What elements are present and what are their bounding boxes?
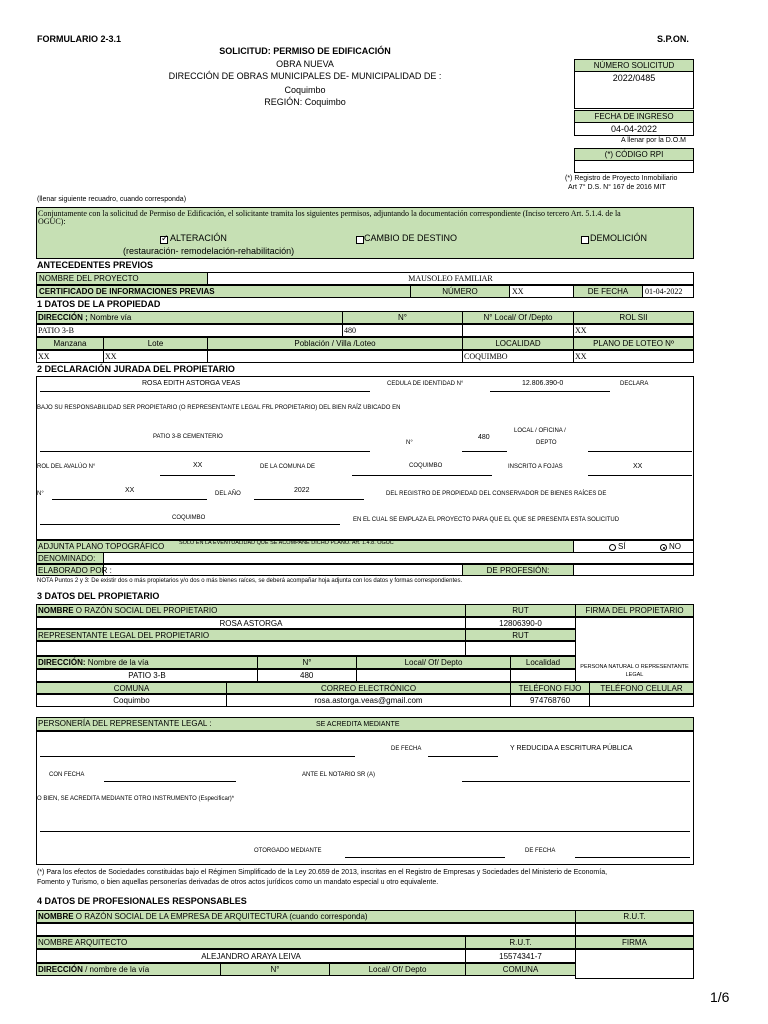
- decl-fojas-label: INSCRITO A FOJAS: [508, 464, 563, 470]
- prop-poblacion-label: Población / Villa /Loteo: [294, 339, 376, 348]
- profesionales-title: 4 DATOS DE PROFESIONALES RESPONSABLES: [37, 896, 247, 906]
- decl-cedula-line[interactable]: [490, 391, 610, 392]
- prof-firma-header: [575, 936, 694, 949]
- prop3-local-field[interactable]: [356, 669, 511, 682]
- prop3-persona-2: LEGAL: [625, 672, 644, 678]
- prop3-correo-header: [226, 682, 511, 694]
- prof-arquitecto-label: NOMBRE ARQUITECTO: [38, 938, 128, 947]
- personeria-instrumento-line[interactable]: [40, 831, 690, 832]
- personeria-notario: ANTE EL NOTARIO SR (A): [302, 772, 376, 778]
- prof-local-label: Local/ Of/ Depto: [368, 965, 427, 974]
- prof-arquitecto-field[interactable]: [36, 949, 466, 963]
- prop-localidad-header: [462, 337, 574, 350]
- plano-si-label: SÍ: [618, 542, 626, 551]
- rpi-note-1: (*) Registro de Proyecto Inmobiliario: [565, 175, 678, 182]
- prof-firma-field[interactable]: [575, 949, 694, 979]
- prop3-tel-fijo-field[interactable]: [510, 694, 590, 707]
- decl-conservador-line[interactable]: [40, 524, 340, 525]
- permisos-intro: Conjuntamente con la solicitud de Permiso de Edificación, el solicitante tramita los siguientes permisos, adjuntando la documentación correspondiente (Inciso tercero Art. 5.1.4. de la OGUC):: [38, 209, 621, 226]
- prop3-comuna-header: [36, 682, 227, 694]
- decl-direccion-value: PATIO 3-B CEMENTERIO: [153, 434, 223, 440]
- personeria-nota-2: Fomento y Turismo, o bien aquellas personerías derivadas de otros actos jurídicos como un mandato especial u otro equivalente.: [37, 879, 439, 886]
- prop-local-field[interactable]: [462, 324, 574, 337]
- cip-fecha-field[interactable]: [642, 285, 694, 298]
- permisos-hint: (llenar siguiente recuadro, cuando corresponda): [37, 196, 187, 203]
- check-icon: ✓: [161, 233, 169, 243]
- decl-cedula-value: 12.806.390-0: [522, 380, 564, 387]
- personeria-o-bien: O BIEN, SE ACREDITA MEDIANTE OTRO INSTRUMENTO (Especificar)*: [37, 796, 235, 802]
- antecedentes-title: ANTECEDENTES PREVIOS: [37, 260, 154, 270]
- declaracion-title: 2 DECLARACIÓN JURADA DEL PROPIETARIO: [37, 364, 235, 374]
- decl-cedula-label: CEDULA DE IDENTIDAD N°: [387, 381, 464, 387]
- prop-numero-value: 480: [344, 326, 356, 335]
- numero-solicitud-label: NÚMERO SOLICITUD: [593, 61, 675, 70]
- prop3-local-label: Local/ Of/ Depto: [404, 658, 463, 667]
- decl-anio-label: DEL AÑO: [215, 491, 241, 497]
- nombre-proyecto-field[interactable]: [207, 272, 694, 285]
- personeria-de-fecha: DE FECHA: [391, 746, 422, 752]
- prof-empresa-label: NOMBRE O RAZÓN SOCIAL DE LA EMPRESA DE ARQUITECTURA (cuando corresponda): [38, 912, 368, 921]
- decl-nota: NOTA Puntos 2 y 3: De existir dos o más propietarios y/o dos o más bienes raíces, se deberá acompañar hoja adjunta con los datos y formas correspondientes.: [37, 578, 463, 584]
- prop-lote-label: Lote: [147, 339, 164, 348]
- prop-manzana-field[interactable]: [36, 350, 104, 363]
- page-number: 1/6: [710, 989, 730, 1005]
- prop3-nombre-field[interactable]: [36, 617, 466, 629]
- decl-profesion-label-cell: [462, 564, 574, 576]
- prop-manzana-value: XX: [38, 352, 50, 361]
- decl-fojas-value: XX: [633, 463, 643, 470]
- nombre-proyecto-label: NOMBRE DEL PROYECTO: [39, 274, 139, 283]
- decl-nombre-value: ROSA EDITH ASTORGA VEAS: [142, 380, 241, 387]
- prof-arq-rut-header: [465, 936, 576, 949]
- decl-anio-line[interactable]: [254, 499, 364, 500]
- personeria-con-fecha: CON FECHA: [49, 772, 85, 778]
- prop-localidad-value: COQUIMBO: [464, 352, 508, 361]
- prop3-persona-1: PERSONA NATURAL O REPRESENTANTE: [580, 664, 689, 670]
- prop3-rep-field[interactable]: [36, 641, 466, 656]
- prop-via-field[interactable]: [36, 324, 343, 337]
- decl-local-label-2: DEPTO: [536, 440, 557, 446]
- prop3-via-value: PATIO 3-B: [128, 671, 166, 680]
- prop-via-value: PATIO 3-B: [38, 326, 74, 335]
- cip-numero-label-cell: [410, 285, 510, 298]
- prof-empresa-header: [36, 910, 576, 923]
- decl-local-line[interactable]: [588, 451, 692, 452]
- cip-numero-field[interactable]: [509, 285, 574, 298]
- decl-profesion-field[interactable]: [573, 564, 694, 576]
- personeria-fecha2-line[interactable]: [575, 857, 690, 858]
- prof-empresa-field[interactable]: [36, 923, 576, 936]
- decl-elaborado-label-cell: [36, 564, 112, 576]
- personeria-nota-1: (*) Para los efectos de Sociedades constituidas bajo el Régimen Simplificado de la Ley 20.659 de 2013, inscritas en el Registro de Empresas y Sociedades del Ministerio de Economía,: [37, 869, 608, 876]
- prop3-dir-label: DIRECCIÓN: Nombre de la vía: [38, 658, 149, 667]
- decl-rol-value: XX: [193, 462, 203, 469]
- decl-denominado-label-cell: [36, 552, 104, 564]
- prop-poblacion-header: [207, 337, 463, 350]
- propietario-title: 3 DATOS DEL PROPIETARIO: [37, 591, 160, 601]
- personeria-acredita-line[interactable]: [40, 756, 355, 757]
- prof-firma-label: FIRMA: [622, 938, 647, 947]
- decl-rol-line[interactable]: [160, 475, 235, 476]
- prof-arquitecto-header: [36, 936, 466, 949]
- decl-denominado-label: DENOMINADO:: [38, 554, 96, 563]
- decl-n2-line[interactable]: [52, 499, 207, 500]
- prop3-rep-rut-header: [465, 629, 576, 641]
- cip-numero-label: NÚMERO: [442, 287, 478, 296]
- prof-arquitecto-value: ALEJANDRO ARAYA LEIVA: [201, 952, 301, 961]
- personeria-fecha-line[interactable]: [428, 756, 498, 757]
- prop-manzana-header: [36, 337, 104, 350]
- prop3-tel-cel-field[interactable]: [589, 694, 694, 707]
- prop3-rep-rut-field[interactable]: [465, 641, 576, 656]
- prof-local-header: [329, 963, 466, 976]
- permisos-box: [36, 207, 694, 259]
- prop3-nombre-label: NOMBRE O RAZÓN SOCIAL DEL PROPIETARIO: [38, 606, 218, 615]
- prop-numero-field[interactable]: [342, 324, 463, 337]
- decl-comuna-line[interactable]: [352, 475, 492, 476]
- prop3-n-header: [257, 656, 357, 669]
- prop3-numero-field[interactable]: [257, 669, 357, 682]
- form-subtitle: OBRA NUEVA: [276, 59, 334, 69]
- prop3-nombre-value: ROSA ASTORGA: [219, 619, 283, 628]
- nombre-proyecto-label-cell: [36, 272, 208, 285]
- rpi-note-2: Art 7° D.S. N° 167 de 2016 MIT: [568, 184, 666, 191]
- decl-rol-label: ROL DEL AVALÚO N°: [37, 464, 96, 470]
- decl-numero-value: 480: [478, 434, 490, 441]
- decl-n2-label: N°: [37, 491, 44, 497]
- prof-n-header: [220, 963, 330, 976]
- cip-fecha-value: 01-04-2022: [645, 287, 683, 296]
- prop-localidad-label: LOCALIDAD: [495, 339, 541, 348]
- numero-solicitud-field[interactable]: [574, 71, 694, 109]
- decl-comuna-label: DE LA COMUNA DE: [260, 464, 316, 470]
- prof-arq-rut-field[interactable]: [465, 949, 576, 963]
- prop-manzana-label: Manzana: [53, 339, 87, 348]
- cip-numero-value: XX: [512, 287, 524, 296]
- prop-direccion-header: [36, 311, 343, 324]
- prof-arq-rut-value: 15574341-7: [499, 952, 542, 961]
- prop3-rut-field[interactable]: [465, 617, 576, 629]
- prop3-dir-header: [36, 656, 258, 669]
- fecha-ingreso-value: 04-04-2022: [610, 124, 658, 134]
- prop3-n-label: N°: [302, 658, 312, 667]
- prof-comuna-label: COMUNA: [502, 965, 539, 974]
- decl-fojas-line[interactable]: [588, 475, 692, 476]
- cambio-destino-label: CAMBIO DE DESTINO: [364, 233, 458, 243]
- decl-comuna-value: COQUIMBO: [409, 463, 443, 469]
- prop-plano-label: PLANO DE LOTEO Nº: [593, 339, 674, 348]
- prop3-rut-header: [465, 604, 576, 617]
- prop-rol-label: ROL SII: [619, 313, 648, 322]
- nombre-proyecto-value: MAUSOLEO FAMILIAR: [408, 274, 493, 283]
- alteracion-label: ALTERACIÓN: [170, 233, 227, 243]
- fecha-ingreso-field[interactable]: [574, 122, 694, 136]
- decl-n2-value: XX: [125, 487, 135, 494]
- decl-bajo: BAJO SU RESPONSABILIDAD SER PROPIETARIO (O REPRESENTANTE LEGAL FRL PROPIETARIO) DEL BIEN RAÍZ UBICADO EN: [37, 405, 401, 411]
- prof-arq-rut-label: R.U.T.: [509, 938, 532, 947]
- decl-local-label-1: LOCAL / OFICINA /: [514, 428, 566, 434]
- prop3-correo-value: rosa.astorga.veas@gmail.com: [314, 696, 423, 705]
- decl-conservador-value: COQUIMBO: [172, 515, 206, 521]
- decl-plano-note: SOLO EN LA EVENTUALIDAD QUE SE ACOMPAÑE DICHO PLANO. Art. 1.4.8. OGUC: [179, 540, 394, 546]
- decl-denominado-field[interactable]: [103, 552, 694, 564]
- prop3-firma-field[interactable]: [575, 617, 694, 682]
- prop3-local-header: [356, 656, 511, 669]
- spon-label: S.P.ON.: [657, 34, 689, 44]
- decl-anio-value: 2022: [294, 487, 310, 494]
- region: REGIÓN: Coquimbo: [264, 97, 346, 107]
- prop3-rut-label: RUT: [512, 606, 529, 615]
- numero-solicitud-value: 2022/0485: [612, 73, 656, 83]
- prof-rut-label: R.U.T.: [623, 912, 646, 921]
- decl-plano-label: ADJUNTA PLANO TOPOGRÁFICO: [38, 542, 165, 551]
- prof-comuna-header: [465, 963, 576, 976]
- prop3-nombre-header: [36, 604, 466, 617]
- decl-emplaza: EN EL CUAL SE EMPLAZA EL PROYECTO PARA QUE EL QUE SE PRESENTA ESTA SOLICITUD: [353, 517, 620, 523]
- prop3-rep-rut-label: RUT: [512, 631, 529, 640]
- prop-plano-value: XX: [575, 352, 587, 361]
- personeria-acredita: SE ACREDITA MEDIANTE: [316, 721, 400, 728]
- prop3-comuna-label: COMUNA: [113, 684, 150, 693]
- decl-elaborado-field[interactable]: [103, 564, 463, 576]
- prop3-tel-cel-label: TELÉFONO CELULAR: [600, 684, 683, 693]
- decl-declara: DECLARA: [620, 381, 649, 387]
- decl-direccion-line[interactable]: [40, 451, 370, 452]
- form-title: SOLICITUD: PERMISO DE EDIFICACIÓN: [219, 46, 391, 56]
- prop3-rut-value: 12806390-0: [499, 619, 542, 628]
- prop3-rep-label: REPRESENTANTE LEGAL DEL PROPIETARIO: [38, 631, 210, 640]
- prop-rol-value: XX: [575, 326, 587, 335]
- prop3-numero-value: 480: [300, 671, 314, 680]
- prop3-localidad-header: [510, 656, 576, 669]
- prop3-tel-cel-header: [589, 682, 694, 694]
- prop-n-header: [342, 311, 463, 324]
- prop-lote-field[interactable]: [103, 350, 208, 363]
- prop-rol-header: [573, 311, 694, 324]
- radio-dot-icon: [663, 547, 665, 549]
- form-code: FORMULARIO 2-3.1: [37, 34, 122, 44]
- prof-n-label: N°: [270, 965, 280, 974]
- decl-n-label: N°: [406, 440, 413, 446]
- declaracion-box: [36, 376, 694, 540]
- personeria-de-fecha-2: DE FECHA: [525, 848, 556, 854]
- prop-lote-value: XX: [105, 352, 117, 361]
- prof-rut-header: [575, 910, 694, 923]
- prop3-tel-fijo-header: [510, 682, 590, 694]
- prop3-firma-label: FIRMA DEL PROPIETARIO: [585, 606, 684, 615]
- municipio: Coquimbo: [284, 85, 326, 95]
- personeria-otorgado-line[interactable]: [345, 857, 505, 858]
- prop3-firma-header: [575, 604, 694, 617]
- propiedad-title: 1 DATOS DE LA PROPIEDAD: [37, 299, 161, 309]
- direccion-obras: DIRECCIÓN DE OBRAS MUNICIPALES DE- MUNICIPALIDAD DE :: [168, 71, 442, 81]
- prof-dir-header: [36, 963, 221, 976]
- codigo-rpi-field[interactable]: [574, 160, 694, 173]
- demolicion-label: DEMOLICIÓN: [590, 233, 648, 243]
- prop3-tel-fijo-value: 974768760: [529, 696, 571, 705]
- prop-plano-header: [573, 337, 694, 350]
- prop-lote-header: [103, 337, 208, 350]
- decl-nombre-line[interactable]: [40, 391, 370, 392]
- prop-local-header: [462, 311, 574, 324]
- codigo-rpi-label: (*) CÓDIGO RPI: [604, 150, 664, 159]
- prop-direccion-label: DIRECCIÓN ; Nombre vía: [38, 313, 132, 322]
- personeria-header: [36, 717, 694, 731]
- alteracion-sublabel: (restauración- remodelación-rehabilitación): [123, 246, 295, 256]
- prop3-localidad-field[interactable]: [510, 669, 576, 682]
- prop3-via-field[interactable]: [36, 669, 258, 682]
- prop3-rep-header: [36, 629, 466, 641]
- cambio-destino-checkbox[interactable]: [356, 236, 364, 244]
- personeria-reducida: Y REDUCIDA A ESCRITURA PÚBLICA: [510, 745, 633, 752]
- decl-profesion-label: DE PROFESIÓN:: [486, 566, 550, 575]
- personeria-con-fecha-line[interactable]: [104, 781, 236, 782]
- plano-no-radio[interactable]: [660, 544, 667, 551]
- decl-elaborado-label: ELABORADO POR :: [38, 566, 112, 575]
- cip-label: CERTIFICADO DE INFORMACIONES PREVIAS: [39, 287, 215, 296]
- cip-label-cell: [36, 285, 411, 298]
- prop3-comuna-field[interactable]: [36, 694, 227, 707]
- prof-dir-label: DIRECCIÓN / nombre de la vía: [38, 965, 150, 974]
- prop3-correo-label: CORREO ELECTRÓNICO: [320, 684, 417, 693]
- decl-registro: DEL REGISTRO DE PROPIEDAD DEL CONSERVADOR DE BIENES RAÍCES DE: [386, 491, 607, 497]
- decl-numero-line[interactable]: [462, 451, 507, 452]
- prop-n-label: N°: [398, 313, 407, 322]
- prop3-correo-field[interactable]: [226, 694, 511, 707]
- prop-plano-field[interactable]: [573, 350, 694, 363]
- llenar-dom-note: A llenar por la D.O.M: [621, 137, 686, 144]
- fecha-ingreso-label: FECHA DE INGRESO: [594, 112, 674, 121]
- personeria-otorgado: OTORGADO MEDIANTE: [254, 848, 322, 854]
- personeria-label: PERSONERÍA DEL REPRESENTANTE LEGAL :: [38, 719, 212, 728]
- cip-fecha-label-cell: [573, 285, 643, 298]
- personeria-notario-line[interactable]: [462, 781, 690, 782]
- prop3-localidad-label: Localidad: [525, 658, 561, 667]
- alteracion-checkbox[interactable]: [160, 233, 169, 244]
- prop-localidad-field[interactable]: [462, 350, 574, 363]
- prop-rol-field[interactable]: [573, 324, 694, 337]
- demolicion-checkbox[interactable]: [581, 236, 589, 244]
- prop3-tel-fijo-label: TELÉFONO FIJO: [518, 684, 582, 693]
- prop-local-label: N° Local/ Of /Depto: [483, 313, 553, 322]
- prop3-comuna-value: Coquimbo: [113, 696, 150, 705]
- cip-fecha-label: DE FECHA: [587, 287, 629, 296]
- prop-poblacion-field[interactable]: [207, 350, 463, 363]
- plano-no-label: NO: [669, 542, 681, 551]
- prof-rut-field[interactable]: [575, 923, 694, 936]
- plano-si-radio[interactable]: [609, 544, 616, 551]
